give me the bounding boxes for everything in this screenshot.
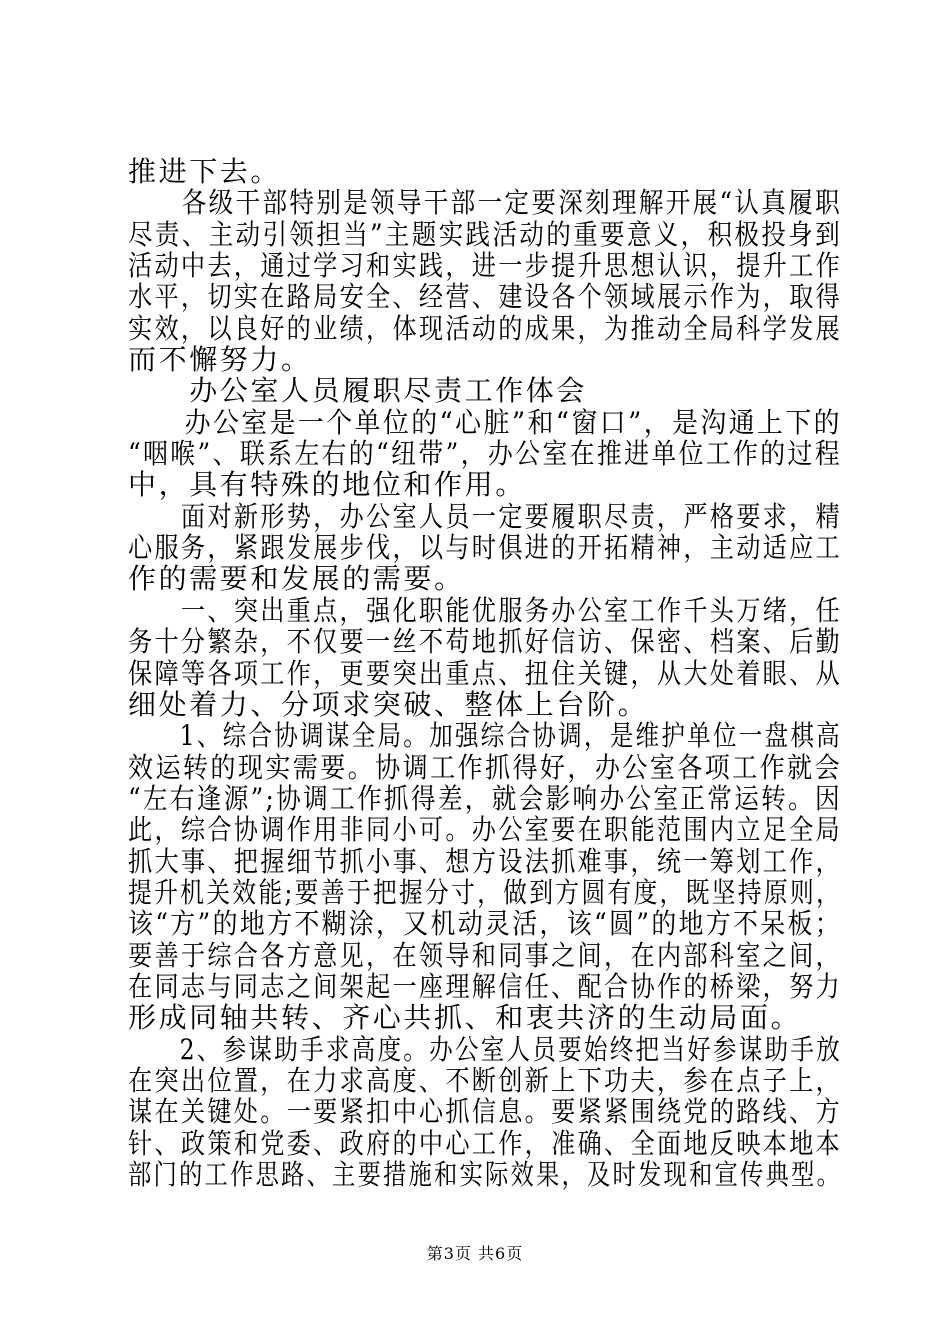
body-text-line: 形成同轴共转、齐心共抓、和衷共济的生动局面。	[128, 1001, 802, 1034]
body-text-line: 谋在关键处。一要紧扣中心抓信息。要紧紧围绕党的路线、方	[128, 1095, 843, 1128]
body-text-line: 水平，切实在路局安全、经营、建设各个领域展示作为，取得	[128, 280, 843, 313]
body-text-line: 而不懈努力。	[128, 343, 312, 376]
body-text-line: 务十分繁杂，不仅要一丝不苟地抓好信访、保密、档案、后勤	[128, 625, 843, 658]
body-text-line: 要善于综合各方意见，在领导和同事之间，在内部科室之间，	[128, 939, 843, 972]
body-text-line: 活动中去，通过学习和实践，进一步提升思想认识，提升工作	[128, 249, 843, 282]
body-text-line: 各级干部特别是领导干部一定要深刻理解开展“认真履职	[128, 186, 842, 219]
body-text-line: 部门的工作思路、主要措施和实际效果，及时发现和宣传典型。	[128, 1158, 842, 1191]
body-text-line: 细处着力、分项求突破、整体上台阶。	[128, 688, 649, 721]
body-text-line: 推进下去。	[128, 155, 282, 188]
body-text-line: 抓大事、把握细节抓小事、想方设法抓难事，统一筹划工作，	[128, 845, 843, 878]
body-text-line: 效运转的现实需要。协调工作抓得好，办公室各项工作就会	[128, 751, 842, 784]
body-text-line: 该“方”的地方不糊涂，又机动灵活，该“圆”的地方不呆板；	[128, 907, 842, 940]
body-text-line: 面对新形势，办公室人员一定要履职尽责，严格要求，精	[128, 500, 843, 533]
section-heading: 办公室人员履职尽责工作体会	[128, 374, 588, 407]
body-text-line: 保障等各项工作，更要突出重点、扭住关键，从大处着眼、从	[128, 657, 843, 690]
body-text-line: 一、突出重点，强化职能优服务办公室工作千头万绪，任	[128, 594, 843, 627]
body-text-line: 实效，以良好的业绩，体现活动的成果，为推动全局科学发展	[128, 312, 843, 345]
body-text-line: 针、政策和党委、政府的中心工作，准确、全面地反映本地本	[128, 1127, 843, 1160]
body-text-line: 提升机关效能;要善于把握分寸，做到方圆有度，既坚持原则，	[128, 876, 843, 909]
body-text-line: “咽喉”、联系左右的“纽带”，办公室在推进单位工作的过程	[128, 437, 842, 470]
body-text-line: 中，具有特殊的地位和作用。	[128, 468, 526, 501]
body-text-line: 在同志与同志之间架起一座理解信任、配合协作的桥梁，努力	[128, 970, 843, 1003]
body-text-line: 办公室是一个单位的“心脏”和“窗口”，是沟通上下的	[128, 406, 842, 439]
body-text-line: 此，综合协调作用非同小可。办公室要在职能范围内立足全局	[128, 813, 843, 846]
body-text-line: 在突出位置，在力求高度、不断创新上下功夫，参在点子上，	[128, 1064, 843, 1097]
body-text-line: “左右逢源”;协调工作抓得差，就会影响办公室正常运转。因	[128, 782, 842, 815]
body-text-line: 1、综合协调谋全局。加强综合协调，是维护单位一盘棋高	[128, 719, 842, 752]
body-text-line: 尽责、主动引领担当”主题实践活动的重要意义，积极投身到	[128, 218, 842, 251]
body-text-line: 2、参谋助手求高度。办公室人员要始终把当好参谋助手放	[128, 1033, 842, 1066]
page-number-footer: 第3页 共6页	[426, 1244, 524, 1263]
body-text-line: 作的需要和发展的需要。	[128, 562, 465, 595]
body-text-line: 心服务，紧跟发展步伐，以与时俱进的开拓精神，主动适应工	[128, 531, 843, 564]
